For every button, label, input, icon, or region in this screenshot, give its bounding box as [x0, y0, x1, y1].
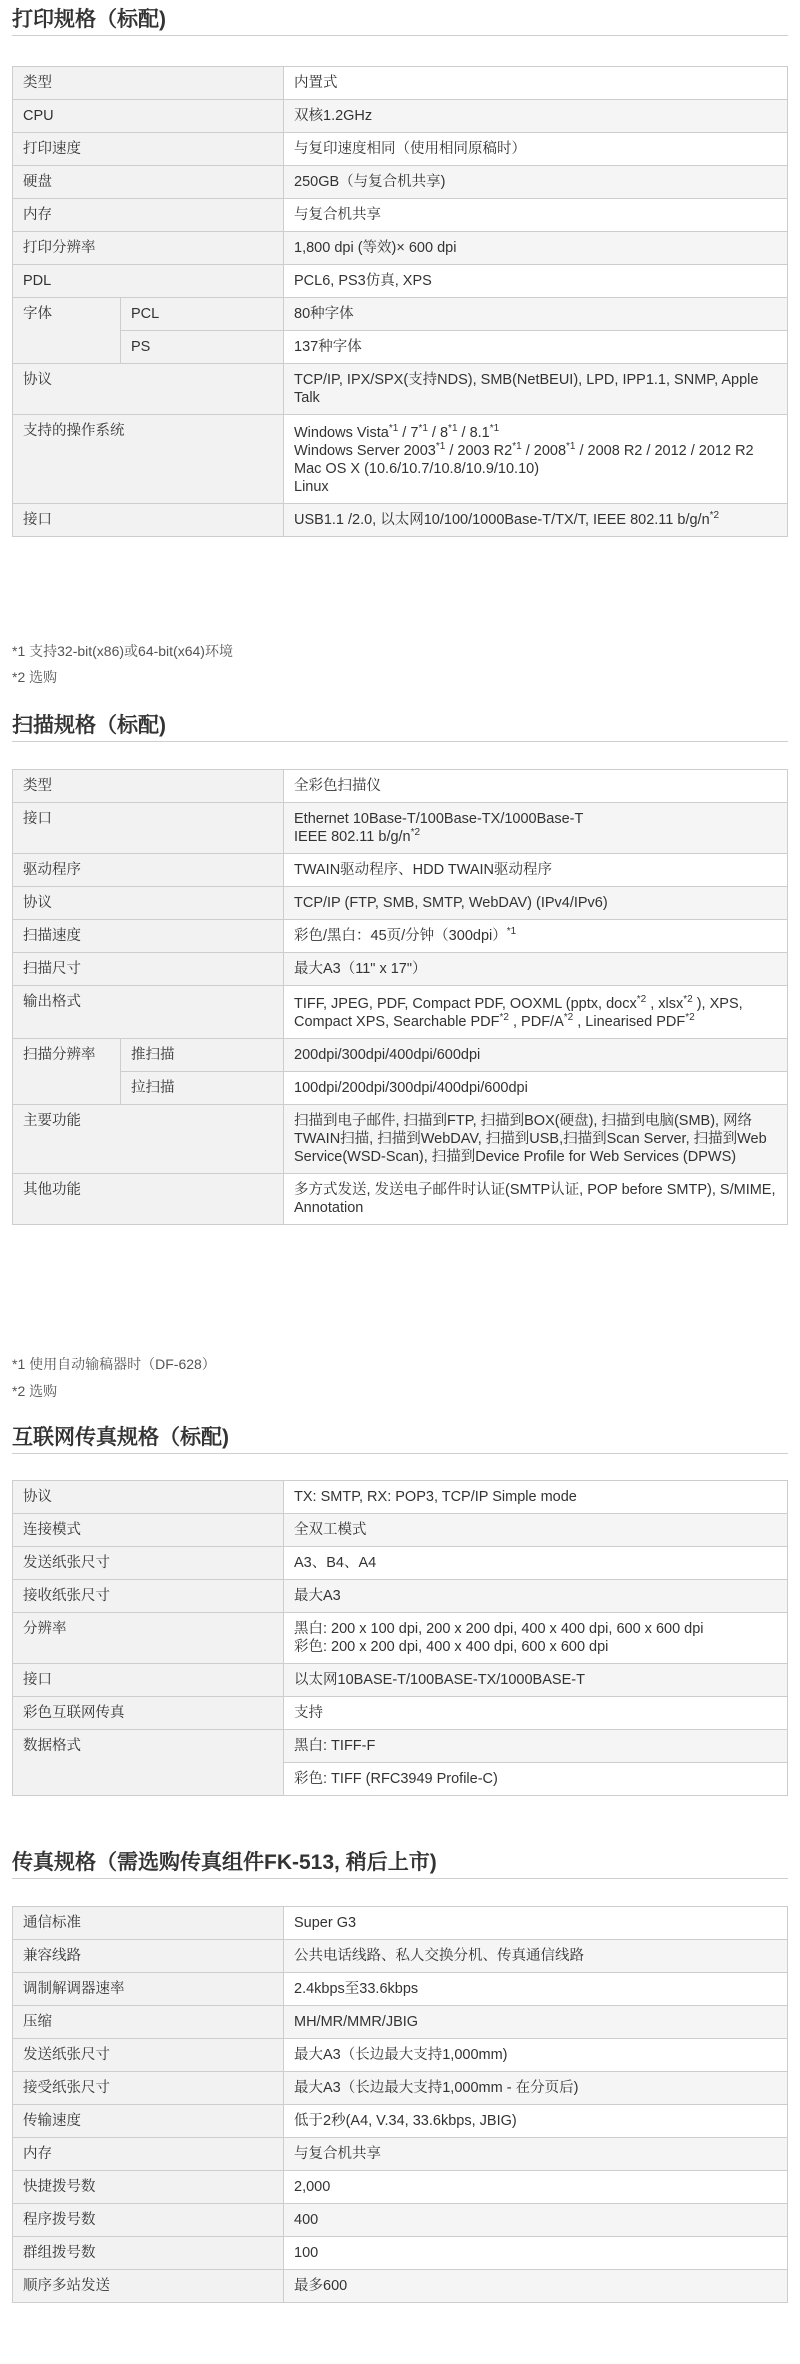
table-row: [13, 415, 788, 504]
footnote-mark: *1: [435, 441, 446, 453]
row-key: 通信标准: [13, 1907, 284, 1940]
row-value: 最大A3（长边最大支持1,000mm): [284, 2039, 788, 2072]
row-key: 兼容线路: [13, 1940, 284, 1973]
row-key: 群组拨号数: [13, 2237, 284, 2270]
table-row: [13, 2072, 788, 2105]
table-row: [13, 2105, 788, 2138]
table-row: [13, 504, 788, 537]
footnote-mark: *2: [685, 1012, 695, 1024]
table-row: [13, 1580, 788, 1613]
footnote-mark: *2: [709, 510, 720, 522]
row-key: 主要功能: [13, 1105, 284, 1174]
value-text: TIFF, JPEG, PDF, Compact PDF, OOXML (pptx, docx: [294, 996, 637, 1012]
row-key: 接收纸张尺寸: [13, 1580, 284, 1613]
row-key: 彩色互联网传真: [13, 1697, 284, 1730]
row-value: 以太网10BASE-T/100BASE-TX/1000BASE-T: [284, 1664, 788, 1697]
row-key: PDL: [13, 265, 284, 298]
row-key: 分辨率: [13, 1613, 284, 1664]
row-key: 扫描速度: [13, 920, 284, 953]
row-key: CPU: [13, 100, 284, 133]
row-value: 最多600: [284, 2270, 788, 2303]
footnote: *2 选购: [12, 1383, 58, 1399]
scan-spec-table: [12, 769, 788, 1225]
row-subkey: 推扫描: [121, 1039, 284, 1072]
row-key: 其他功能: [13, 1174, 284, 1225]
row-value: 2.4kbps至33.6kbps: [284, 1973, 788, 2006]
table-row: [13, 986, 788, 1039]
row-value: 彩色: TIFF (RFC3949 Profile-C): [284, 1763, 788, 1796]
row-value: 全双工模式: [284, 1514, 788, 1547]
row-value: 200dpi/300dpi/400dpi/600dpi: [284, 1039, 788, 1072]
row-key: 快捷拨号数: [13, 2171, 284, 2204]
table-row: [13, 331, 788, 364]
table-row: [13, 854, 788, 887]
row-key: 协议: [13, 364, 284, 415]
row-key: 程序拨号数: [13, 2204, 284, 2237]
row-value: 内置式: [284, 67, 788, 100]
table-row: [13, 2237, 788, 2270]
row-value: 100dpi/200dpi/300dpi/400dpi/600dpi: [284, 1072, 788, 1105]
row-key: 扫描尺寸: [13, 953, 284, 986]
table-row: [13, 2138, 788, 2171]
value-line: [294, 828, 777, 846]
row-value: PCL6, PS3仿真, XPS: [284, 265, 788, 298]
value-text: , Linearised PDF: [573, 1014, 686, 1030]
row-value: TX: SMTP, RX: POP3, TCP/IP Simple mode: [284, 1481, 788, 1514]
footnote-mark: *2: [499, 1012, 509, 1024]
row-value: 250GB（与复合机共享): [284, 166, 788, 199]
row-value: 与复合机共享: [284, 199, 788, 232]
os-text: / 8.1: [457, 425, 490, 441]
os-text: Windows Server 2003: [294, 443, 436, 459]
os-line: Linux: [294, 479, 329, 495]
row-key: 顺序多站发送: [13, 2270, 284, 2303]
row-key: 传输速度: [13, 2105, 284, 2138]
row-key: 协议: [13, 887, 284, 920]
row-key: 类型: [13, 67, 284, 100]
value-line: 彩色: 200 x 200 dpi, 400 x 400 dpi, 600 x 600 dpi: [294, 1639, 609, 1655]
row-value: Super G3: [284, 1907, 788, 1940]
table-row: [13, 920, 788, 953]
footnote: *2 选购: [12, 669, 58, 685]
os-text: / 7: [398, 425, 419, 441]
row-key: 输出格式: [13, 986, 284, 1039]
table-row: [13, 1613, 788, 1664]
row-key: 发送纸张尺寸: [13, 1547, 284, 1580]
value-text: , xlsx: [646, 996, 684, 1012]
table-row: [13, 1481, 788, 1514]
footnote-mark: *2: [683, 994, 693, 1006]
row-value: 最大A3: [284, 1580, 788, 1613]
row-key: 协议: [13, 1481, 284, 1514]
table-row: [13, 232, 788, 265]
os-line: [294, 424, 777, 442]
footnote-mark: *1: [489, 423, 500, 435]
row-value: 双核1.2GHz: [284, 100, 788, 133]
row-key: 连接模式: [13, 1514, 284, 1547]
footnote-mark: *1: [512, 441, 522, 453]
value-text: IEEE 802.11 b/g/n: [294, 829, 411, 845]
row-value: 2,000: [284, 2171, 788, 2204]
table-row: [13, 2204, 788, 2237]
table-row: [13, 364, 788, 415]
table-row: [13, 1940, 788, 1973]
table-row: [13, 1664, 788, 1697]
row-value: 与复印速度相同（使用相同原稿时）: [284, 133, 788, 166]
row-value: 低于2秒(A4, V.34, 33.6kbps, JBIG): [284, 2105, 788, 2138]
os-text: Windows Vista: [294, 425, 389, 441]
table-row: [13, 1105, 788, 1174]
row-key: 调制解调器速率: [13, 1973, 284, 2006]
row-value: 137种字体: [284, 331, 788, 364]
table-row: [13, 2006, 788, 2039]
table-row: [13, 1039, 788, 1072]
table-row: [13, 803, 788, 854]
footnote: *1 使用自动输稿器时（DF-628）: [12, 1356, 216, 1372]
row-value: 最大A3（长边最大支持1,000mm - 在分页后): [284, 2072, 788, 2105]
row-value: A3、B4、A4: [284, 1547, 788, 1580]
table-row: [13, 1514, 788, 1547]
scan-section-title: 扫描规格（标配): [12, 711, 788, 742]
row-value: TWAIN驱动程序、HDD TWAIN驱动程序: [284, 854, 788, 887]
footnote-mark: *1: [566, 441, 576, 453]
row-key: 硬盘: [13, 166, 284, 199]
table-row: [13, 1072, 788, 1105]
row-key: 打印速度: [13, 133, 284, 166]
row-key: 接口: [13, 1664, 284, 1697]
row-value: [284, 415, 788, 504]
row-key: 数据格式: [13, 1730, 284, 1796]
row-key: 打印分辨率: [13, 232, 284, 265]
footnote-mark: *1: [506, 926, 517, 938]
footnote-mark: *2: [563, 1012, 574, 1024]
footnote-mark: *1: [418, 423, 428, 435]
row-value: TCP/IP, IPX/SPX(支持NDS), SMB(NetBEUI), LPD, IPP1.1, SNMP, Apple Talk: [284, 364, 788, 415]
row-value: 全彩色扫描仪: [284, 770, 788, 803]
row-key: 内存: [13, 199, 284, 232]
row-subkey: PS: [121, 331, 284, 364]
os-text: / 2008 R2 / 2012 / 2012 R2: [575, 443, 754, 459]
ifax-spec-table: [12, 1480, 788, 1796]
footnote-mark: *2: [410, 827, 421, 839]
row-value: 公共电话线路、私人交换分机、传真通信线路: [284, 1940, 788, 1973]
footnote-mark: *2: [636, 994, 647, 1006]
row-value: 黑白: TIFF-F: [284, 1730, 788, 1763]
table-row: [13, 2171, 788, 2204]
value-line: 黑白: 200 x 100 dpi, 200 x 200 dpi, 400 x 400 dpi, 600 x 600 dpi: [294, 1621, 704, 1637]
table-row: [13, 166, 788, 199]
value-text: USB1.1 /2.0, 以太网10/100/1000Base-T/TX/T, IEEE 802.11 b/g/n: [294, 512, 710, 528]
row-value: 400: [284, 2204, 788, 2237]
footnote-mark: *1: [388, 423, 399, 435]
value-text: 彩色/黑白：45页/分钟（300dpi）: [294, 928, 507, 944]
row-value: 100: [284, 2237, 788, 2270]
table-row: [13, 2270, 788, 2303]
table-row: [13, 100, 788, 133]
value-text: , PDF/A: [508, 1014, 564, 1030]
row-value: [284, 803, 788, 854]
row-key: 扫描分辨率: [13, 1039, 121, 1105]
row-key: 发送纸张尺寸: [13, 2039, 284, 2072]
os-text: / 2008: [521, 443, 567, 459]
os-text: / 8: [427, 425, 449, 441]
table-row: [13, 770, 788, 803]
row-key: 接口: [13, 803, 284, 854]
row-value: 多方式发送, 发送电子邮件时认证(SMTP认证, POP before SMTP), S/MIME, Annotation: [284, 1174, 788, 1225]
fax-section-title: 传真规格（需选购传真组件FK-513, 稍后上市): [12, 1848, 788, 1879]
table-row: [13, 199, 788, 232]
table-row: [13, 265, 788, 298]
row-value: 最大A3（11" x 17"）: [284, 953, 788, 986]
row-key: 支持的操作系统: [13, 415, 284, 504]
row-value: 80种字体: [284, 298, 788, 331]
table-row: [13, 1174, 788, 1225]
table-row: [13, 1730, 788, 1763]
row-key: 压缩: [13, 2006, 284, 2039]
row-value: 支持: [284, 1697, 788, 1730]
row-value: [284, 504, 788, 537]
table-row: [13, 953, 788, 986]
value-line: Ethernet 10Base-T/100Base-TX/1000Base-T: [294, 811, 584, 827]
row-value: 1,800 dpi (等效)× 600 dpi: [284, 232, 788, 265]
table-row: [13, 1907, 788, 1940]
table-row: [13, 133, 788, 166]
row-key: 驱动程序: [13, 854, 284, 887]
os-text: / 2003 R2: [445, 443, 513, 459]
row-value: 与复合机共享: [284, 2138, 788, 2171]
row-subkey: 拉扫描: [121, 1072, 284, 1105]
ifax-section-title: 互联网传真规格（标配): [12, 1423, 788, 1454]
print-spec-table: [12, 66, 788, 537]
footnote: *1 支持32-bit(x86)或64-bit(x64)环境: [12, 643, 233, 659]
row-value: 扫描到电子邮件, 扫描到FTP, 扫描到BOX(硬盘), 扫描到电脑(SMB), 网络TWAIN扫描, 扫描到WebDAV, 扫描到USB,扫描到Scan Server, 扫描到Web Service(WSD-Scan), 扫描到Device Profile for Web Services (DPWS): [284, 1105, 788, 1174]
row-key: 接受纸张尺寸: [13, 2072, 284, 2105]
os-line: Mac OS X (10.6/10.7/10.8/10.9/10.10): [294, 461, 540, 477]
row-key: 接口: [13, 504, 284, 537]
row-value: [284, 986, 788, 1039]
table-row: [13, 887, 788, 920]
value-text: ), XPS, Compact XPS, Searchable PDF: [294, 996, 743, 1030]
table-row: [13, 298, 788, 331]
row-subkey: PCL: [121, 298, 284, 331]
row-value: [284, 1613, 788, 1664]
row-key: 内存: [13, 2138, 284, 2171]
row-key: 类型: [13, 770, 284, 803]
row-value: TCP/IP (FTP, SMB, SMTP, WebDAV) (IPv4/IPv6): [284, 887, 788, 920]
os-line: [294, 442, 777, 460]
row-key: 字体: [13, 298, 121, 364]
table-row: [13, 67, 788, 100]
table-row: [13, 2039, 788, 2072]
print-section-title: 打印规格（标配): [12, 5, 788, 36]
table-row: [13, 1547, 788, 1580]
row-value: [284, 920, 788, 953]
table-row: [13, 1697, 788, 1730]
row-value: MH/MR/MMR/JBIG: [284, 2006, 788, 2039]
footnote-mark: *1: [448, 423, 458, 435]
table-row: [13, 1973, 788, 2006]
fax-spec-table: [12, 1906, 788, 2303]
